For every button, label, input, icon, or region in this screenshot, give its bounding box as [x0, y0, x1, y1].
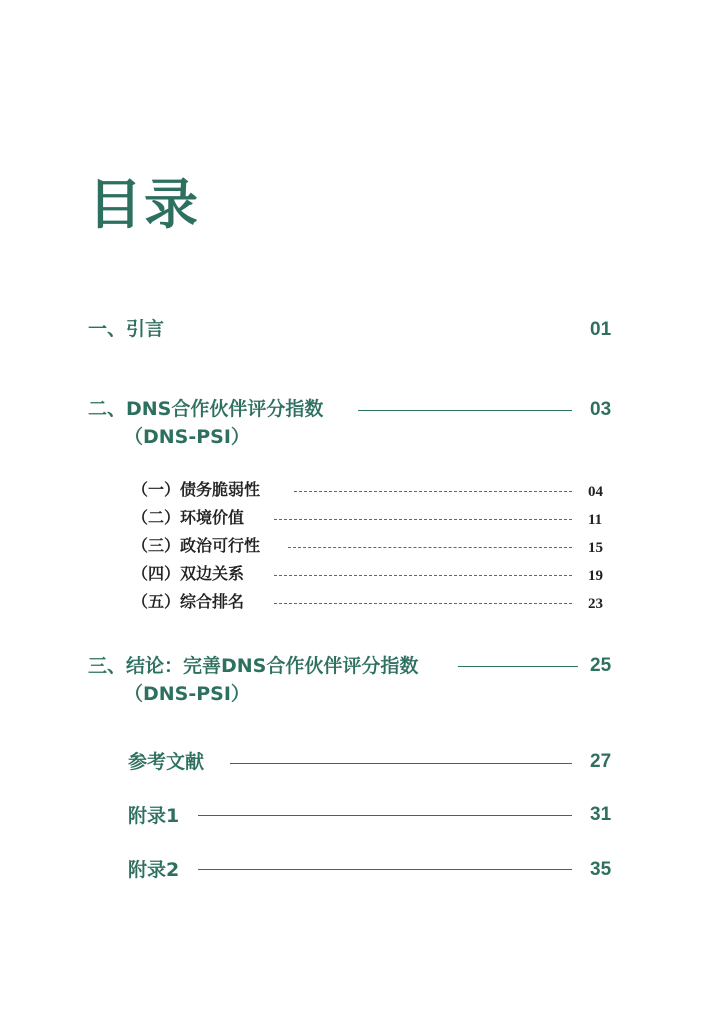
toc-entry-page: 25: [590, 655, 612, 676]
toc-entry-label-line1: 三、结论：完善DNS合作伙伴评分指数: [88, 655, 419, 677]
toc-entry-page: 03: [590, 399, 612, 420]
toc-entry-label-line1: 二、DNS合作伙伴评分指数: [88, 398, 324, 420]
toc-entry-page: 27: [590, 751, 612, 772]
toc-entry-page: 35: [590, 859, 612, 880]
toc-leader-line: [198, 815, 572, 816]
toc-entry-label: 附录2: [128, 859, 180, 881]
toc-entry-page: 01: [590, 319, 612, 340]
toc-subentry-label: （三）政治可行性: [132, 536, 261, 555]
toc-subentry-page: 15: [588, 540, 603, 556]
toc-subentry-label: （一）债务脆弱性: [132, 480, 261, 499]
toc-dotted-leader: [274, 603, 572, 604]
toc-dotted-leader: [274, 575, 572, 576]
toc-subentry-page: 23: [588, 596, 603, 612]
toc-leader-line: [198, 869, 572, 870]
toc-leader-line: [458, 666, 578, 667]
toc-entry-page: 31: [590, 804, 612, 825]
toc-subentry-page: 19: [588, 568, 603, 584]
toc-entry-label: 参考文献: [128, 751, 205, 773]
toc-entry-label: 一、引言: [88, 318, 165, 340]
toc-subentry-label: （五）综合排名: [132, 592, 245, 611]
toc-leader-line: [230, 763, 572, 764]
page-title: 目录: [88, 173, 200, 236]
toc-dotted-leader: [274, 519, 572, 520]
toc-subentry-page: 11: [588, 512, 603, 528]
toc-entry-label: 附录1: [128, 805, 180, 827]
toc-subentry-label: （二）环境价值: [132, 508, 245, 527]
toc-dotted-leader: [288, 547, 572, 548]
toc-subentry-label: （四）双边关系: [132, 564, 245, 583]
toc-dotted-leader: [294, 491, 572, 492]
toc-entry-label-line2: （DNS-PSI）: [124, 683, 250, 705]
toc-subentry-page: 04: [588, 484, 603, 500]
toc-entry-label-line2: （DNS-PSI）: [124, 426, 250, 448]
toc-leader-line: [358, 410, 572, 411]
